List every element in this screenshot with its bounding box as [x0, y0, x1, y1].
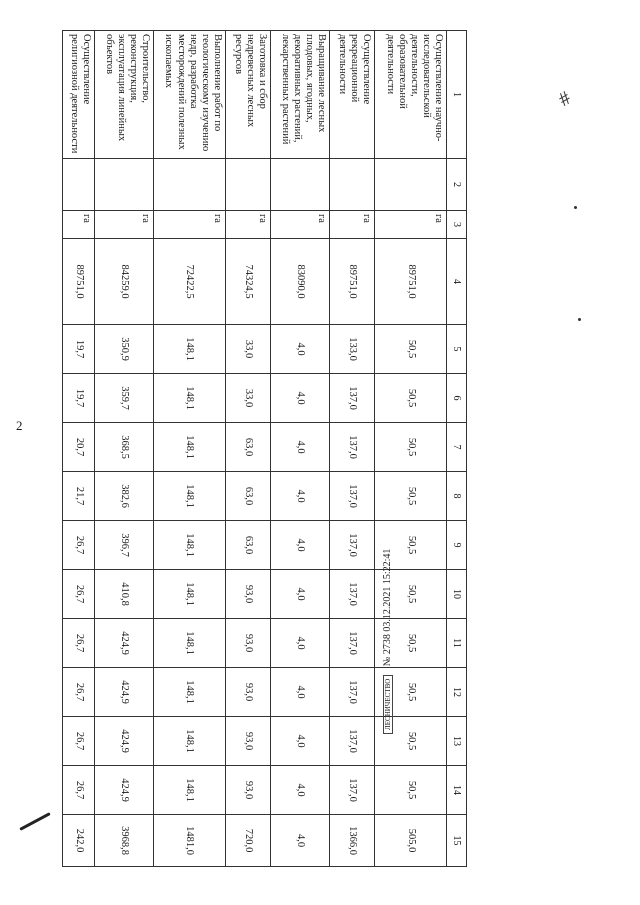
year-value-cell: 50,5 [375, 619, 447, 668]
empty-cell [329, 159, 374, 211]
column-number: 9 [447, 521, 467, 570]
year-value-cell: 1366,0 [329, 815, 374, 867]
total-area-cell: 83090,0 [271, 239, 330, 325]
year-value-cell: 368,5 [95, 423, 154, 472]
ink-dot [574, 206, 577, 209]
year-value-cell: 137,0 [329, 472, 374, 521]
year-value-cell: 26,7 [63, 766, 95, 815]
column-number: 3 [447, 211, 467, 239]
unit-cell: га [271, 211, 330, 239]
year-value-cell: 242,0 [63, 815, 95, 867]
unit-cell: га [225, 211, 270, 239]
year-value-cell: 33,0 [225, 325, 270, 374]
year-value-cell: 4,0 [271, 521, 330, 570]
empty-cell [271, 159, 330, 211]
handwritten-mark-icon: # [554, 87, 575, 112]
year-value-cell: 505,0 [375, 815, 447, 867]
year-value-cell: 50,5 [375, 570, 447, 619]
year-value-cell: 50,5 [375, 423, 447, 472]
year-value-cell: 359,7 [95, 374, 154, 423]
column-number: 15 [447, 815, 467, 867]
year-value-cell: 1481,0 [153, 815, 225, 867]
forest-use-table [62, 30, 467, 867]
year-value-cell: 50,5 [375, 374, 447, 423]
rotated-table-container [62, 30, 467, 865]
stamp-datetime: 03.12.2021 15:22:41 [382, 548, 393, 632]
year-value-cell: 26,7 [63, 619, 95, 668]
year-value-cell: 4,0 [271, 570, 330, 619]
year-value-cell: 93,0 [225, 619, 270, 668]
page-number: 2 [16, 418, 23, 433]
year-value-cell: 424,9 [95, 619, 154, 668]
year-value-cell: 148,1 [153, 521, 225, 570]
year-value-cell: 137,0 [329, 423, 374, 472]
column-number: 4 [447, 239, 467, 325]
year-value-cell: 33,0 [225, 374, 270, 423]
year-value-cell: 148,1 [153, 570, 225, 619]
total-area-cell: 72422,5 [153, 239, 225, 325]
year-value-cell: 137,0 [329, 766, 374, 815]
year-value-cell: 148,1 [153, 325, 225, 374]
unit-cell: га [63, 211, 95, 239]
column-number: 10 [447, 570, 467, 619]
total-area-cell: 89751,0 [375, 239, 447, 325]
year-value-cell: 720,0 [225, 815, 270, 867]
empty-cell [153, 159, 225, 211]
total-area-cell: 84259,0 [95, 239, 154, 325]
column-number: 6 [447, 374, 467, 423]
year-value-cell: 50,5 [375, 668, 447, 717]
year-value-cell: 93,0 [225, 668, 270, 717]
activity-name: Строительство, реконструкция, эксплуатация линейных объектов [95, 31, 154, 159]
year-value-cell: 93,0 [225, 717, 270, 766]
ink-dot [578, 318, 581, 321]
year-value-cell: 137,0 [329, 668, 374, 717]
year-value-cell: 19,7 [63, 325, 95, 374]
year-value-cell: 50,5 [375, 472, 447, 521]
column-number: 8 [447, 472, 467, 521]
year-value-cell: 93,0 [225, 570, 270, 619]
total-area-cell: 89751,0 [329, 239, 374, 325]
year-value-cell: 148,1 [153, 668, 225, 717]
seal-icon: ЛЕСНИЧЕСТВО [383, 675, 393, 734]
table-row [63, 31, 95, 867]
year-value-cell: 137,0 [329, 374, 374, 423]
year-value-cell: 4,0 [271, 815, 330, 867]
year-value-cell: 21,7 [63, 472, 95, 521]
activity-name: Осуществление рекреационной деятельности [329, 31, 374, 159]
column-number: 2 [447, 159, 467, 211]
year-value-cell: 63,0 [225, 472, 270, 521]
empty-cell [95, 159, 154, 211]
year-value-cell: 382,6 [95, 472, 154, 521]
year-value-cell: 137,0 [329, 521, 374, 570]
year-value-cell: 19,7 [63, 374, 95, 423]
year-value-cell: 133,0 [329, 325, 374, 374]
year-value-cell: 4,0 [271, 374, 330, 423]
empty-cell [225, 159, 270, 211]
column-number: 5 [447, 325, 467, 374]
year-value-cell: 50,5 [375, 717, 447, 766]
year-value-cell: 148,1 [153, 423, 225, 472]
unit-cell: га [375, 211, 447, 239]
column-number: 1 [447, 31, 467, 159]
year-value-cell: 4,0 [271, 325, 330, 374]
empty-cell [63, 159, 95, 211]
year-value-cell: 137,0 [329, 717, 374, 766]
column-number: 12 [447, 668, 467, 717]
year-value-cell: 93,0 [225, 766, 270, 815]
year-value-cell: 396,7 [95, 521, 154, 570]
unit-cell: га [153, 211, 225, 239]
total-area-cell: 89751,0 [63, 239, 95, 325]
column-number: 14 [447, 766, 467, 815]
year-value-cell: 26,7 [63, 521, 95, 570]
year-value-cell: 148,1 [153, 717, 225, 766]
table-row [95, 31, 154, 867]
year-value-cell: 63,0 [225, 423, 270, 472]
header-row [447, 31, 467, 867]
activity-name: Осуществление научно-исследовательской деятельности, образовательной деятельности [375, 31, 447, 159]
year-value-cell: 148,1 [153, 766, 225, 815]
year-value-cell: 50,5 [375, 521, 447, 570]
year-value-cell: 4,0 [271, 717, 330, 766]
year-value-cell: 26,7 [63, 717, 95, 766]
year-value-cell: 4,0 [271, 472, 330, 521]
column-number: 11 [447, 619, 467, 668]
year-value-cell: 50,5 [375, 766, 447, 815]
column-number: 7 [447, 423, 467, 472]
year-value-cell: 4,0 [271, 619, 330, 668]
year-value-cell: 50,5 [375, 325, 447, 374]
year-value-cell: 148,1 [153, 472, 225, 521]
empty-cell [375, 159, 447, 211]
activity-name: Осуществление религиозной деятельности [63, 31, 95, 159]
column-number: 13 [447, 717, 467, 766]
year-value-cell: 63,0 [225, 521, 270, 570]
year-value-cell: 424,9 [95, 668, 154, 717]
year-value-cell: 137,0 [329, 619, 374, 668]
year-value-cell: 148,1 [153, 374, 225, 423]
year-value-cell: 350,9 [95, 325, 154, 374]
activity-name: Заготовка и сбор недревесных лесных ресурсов [225, 31, 270, 159]
total-area-cell: 74324,5 [225, 239, 270, 325]
year-value-cell: 26,7 [63, 668, 95, 717]
table-row [375, 31, 447, 867]
table-row [271, 31, 330, 867]
year-value-cell: 424,9 [95, 766, 154, 815]
year-value-cell: 3968,8 [95, 815, 154, 867]
unit-cell: га [329, 211, 374, 239]
year-value-cell: 4,0 [271, 423, 330, 472]
year-value-cell: 20,7 [63, 423, 95, 472]
activity-name: Выполнение работ по геологическому изучению недр, разработка месторождений полезных ископаемых [153, 31, 225, 159]
unit-cell: га [95, 211, 154, 239]
year-value-cell: 4,0 [271, 668, 330, 717]
year-value-cell: 424,9 [95, 717, 154, 766]
table-row [329, 31, 374, 867]
pen-stroke-icon [19, 812, 50, 831]
stamp-number: № 2738 [382, 634, 393, 667]
year-value-cell: 410,8 [95, 570, 154, 619]
year-value-cell: 26,7 [63, 570, 95, 619]
registration-stamp [382, 549, 393, 734]
table-row [225, 31, 270, 867]
activity-name: Выращивание лесных плодовых, ягодных, декоративных растений, лекарственных растений [271, 31, 330, 159]
table-row [153, 31, 225, 867]
year-value-cell: 148,1 [153, 619, 225, 668]
year-value-cell: 4,0 [271, 766, 330, 815]
year-value-cell: 137,0 [329, 570, 374, 619]
